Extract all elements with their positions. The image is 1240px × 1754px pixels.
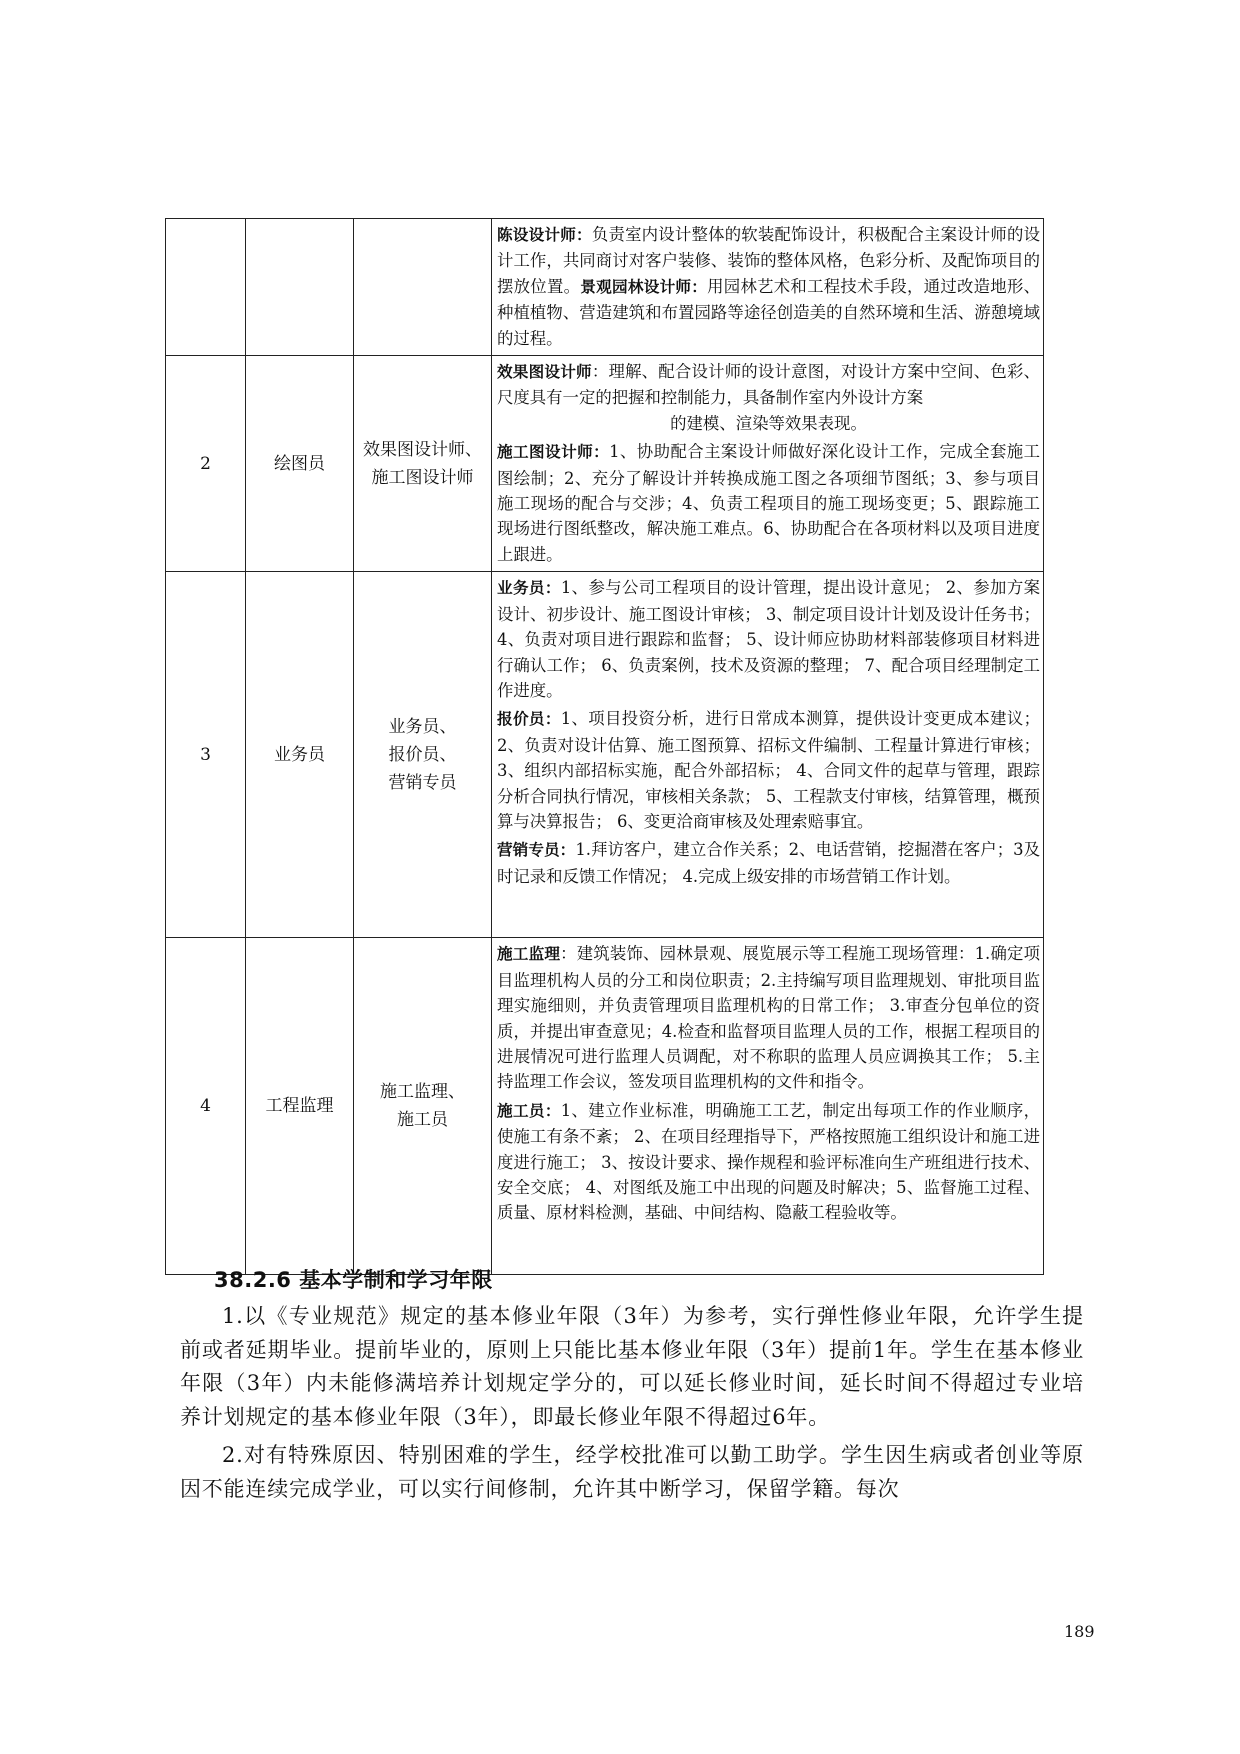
duty-description-cell	[492, 219, 1044, 356]
duty-block	[497, 941, 1040, 1094]
role-title: 景观园林设计师：	[580, 277, 708, 296]
sub-position-cell	[354, 356, 492, 572]
sub-position-line: 业务员、	[388, 716, 457, 737]
duty-block	[497, 706, 1040, 834]
sub-position-line: 报价员、	[388, 744, 457, 765]
role-title: 效果图设计师	[497, 363, 592, 382]
role-title: 营销专员：	[497, 841, 576, 860]
position-cell: 工程监理	[246, 938, 354, 1275]
table-row	[166, 572, 1044, 938]
sub-position-line: 施工员	[397, 1110, 448, 1131]
role-title: 施工监理	[497, 945, 561, 964]
role-description: ：建筑装饰、园林景观、展览展示等工程施工现场管理：1.确定项目监理机构人员的分工和岗位职责；2.主持编写项目监理规划、审批项目监理实施细则，并负责管理项目监理机构的日常工作； 3.审查分包单位的资质，并提出审查意见；4.检查和监督项目监理人员的工作，根据工程项目的进展情况可进行监理人员调配，对不称职的监理人员应调换其工作； 5.主持监理工作会议，签发项目监理机构的文件和指令。	[497, 944, 1040, 1092]
sub-position-cell	[354, 219, 492, 356]
position-cell: 业务员	[246, 572, 354, 938]
duty-block	[497, 359, 1040, 436]
body-paragraph: 2.对有特殊原因、特别困难的学生，经学校批准可以勤工助学。学生因生病或者创业等原因不能连续完成学业，可以实行间修制，允许其中断学习，保留学籍。每次	[180, 1443, 1084, 1501]
sub-position-line: 营销专员	[388, 772, 457, 793]
duty-block	[497, 837, 1040, 889]
table-row	[166, 356, 1044, 572]
section-body	[180, 1300, 1084, 1511]
duty-block	[497, 439, 1040, 567]
duty-description-cell	[492, 938, 1044, 1275]
duty-description-cell	[492, 572, 1044, 938]
role-description: 用园林艺术和工程技术手段，通过改造地形、种植植物、营造建筑和布置园路等途径创造美的自然环境和生活、游憩境域的过程。	[497, 276, 1040, 348]
sub-position-cell	[354, 572, 492, 938]
role-description: 负责室内设计整体的软装配饰设计，积极配合主案设计师的设计工作，共同商讨对客户装修、装饰的整体风格，色彩分析、及配饰项目的摆放位置。	[497, 225, 1040, 296]
duty-description-cell	[492, 356, 1044, 572]
role-description: 1、协助配合主案设计师做好深化设计工作，完成全套施工图绘制；2、充分了解设计并转换成施工图之各项细节图纸；3、参与项目施工现场的配合与交涉；4、负责工程项目的施工现场变更；5、跟踪施工现场进行图纸整改，解决施工难点。6、协助配合在各项材料以及项目进度上跟进。	[497, 442, 1040, 564]
role-description: ：理解、配合设计师的设计意图，对设计方案中空间、色彩、尺度具有一定的把握和控制能力，具备制作室内外设计方案	[497, 362, 1040, 408]
row-number-cell: 4	[166, 938, 246, 1275]
duty-block	[497, 1098, 1040, 1226]
duty-block	[497, 575, 1040, 703]
sub-position-line: 效果图设计师、	[363, 439, 482, 460]
position-cell	[246, 219, 354, 356]
role-title: 施工图设计师：	[497, 443, 610, 462]
role-title: 业务员：	[497, 579, 561, 598]
role-title: 报价员：	[497, 710, 561, 729]
section-heading: 38.2.6 基本学制和学习年限	[214, 1268, 493, 1292]
table-row	[166, 219, 1044, 356]
row-number-cell: 3	[166, 572, 246, 938]
role-description: 1、建立作业标准，明确施工工艺，制定出每项工作的作业顺序，使施工有条不紊； 2、在项目经理指导下，严格按照施工组织设计和施工进度进行施工； 3、按设计要求、操作规程和验评标准向生产班组进行技术、安全交底； 4、对图纸及施工中出现的问题及时解决；5、监督施工过程、质量、原材料检测，基础、中间结构、隐蔽工程验收等。	[497, 1100, 1040, 1223]
row-number-cell: 2	[166, 356, 246, 572]
role-description: 1、参与公司工程项目的设计管理，提出设计意见； 2、参加方案设计、初步设计、施工图设计审核； 3、制定项目设计计划及设计任务书； 4、负责对项目进行跟踪和监督； 5、设计师应协助材料部装修项目材料进行确认工作； 6、负责案例，技术及资源的整理； 7、配合项目经理制定工作进度。	[497, 578, 1040, 700]
role-description: 1、项目投资分析，进行日常成本测算，提供设计变更成本建议； 2、负责对设计估算、施工图预算、招标文件编制、工程量计算进行审核； 3、组织内部招标实施，配合外部招标； 4、合同文件的起草与管理，跟踪分析合同执行情况，审核相关条款； 5、工程款支付审核，结算管理，概预算与决算报告； 6、变更洽商审核及处理索赔事宜。	[497, 709, 1040, 831]
table-row	[166, 938, 1044, 1275]
role-description: 1.拜访客户，建立合作关系；2、电话营销，挖掘潜在客户；3及时记录和反馈工作情况； 4.完成上级安排的市场营销工作计划。	[497, 840, 1040, 886]
sub-position-line: 施工图设计师	[371, 467, 474, 488]
page-number: 189	[1064, 1622, 1095, 1641]
sub-position-cell	[354, 938, 492, 1275]
role-title: 施工员：	[497, 1101, 561, 1120]
sub-position-line: 施工监理、	[380, 1082, 465, 1103]
body-paragraph: 1.以《专业规范》规定的基本修业年限（3年）为参考，实行弹性修业年限，允许学生提前或者延期毕业。提前毕业的，原则上只能比基本修业年限（3年）提前1年。学生在基本修业年限（3年）内未能修满培养计划规定学分的，可以延长修业时间，延长时间不得超过专业培养计划规定的基本修业年限（3年），即最长修业年限不得超过6年。	[180, 1304, 1084, 1429]
role-description-tail: 的建模、渲染等效果表现。	[670, 413, 867, 433]
duty-table	[165, 218, 1044, 1275]
row-number-cell	[166, 219, 246, 356]
role-title: 陈设设计师：	[497, 226, 592, 244]
position-cell: 绘图员	[246, 356, 354, 572]
